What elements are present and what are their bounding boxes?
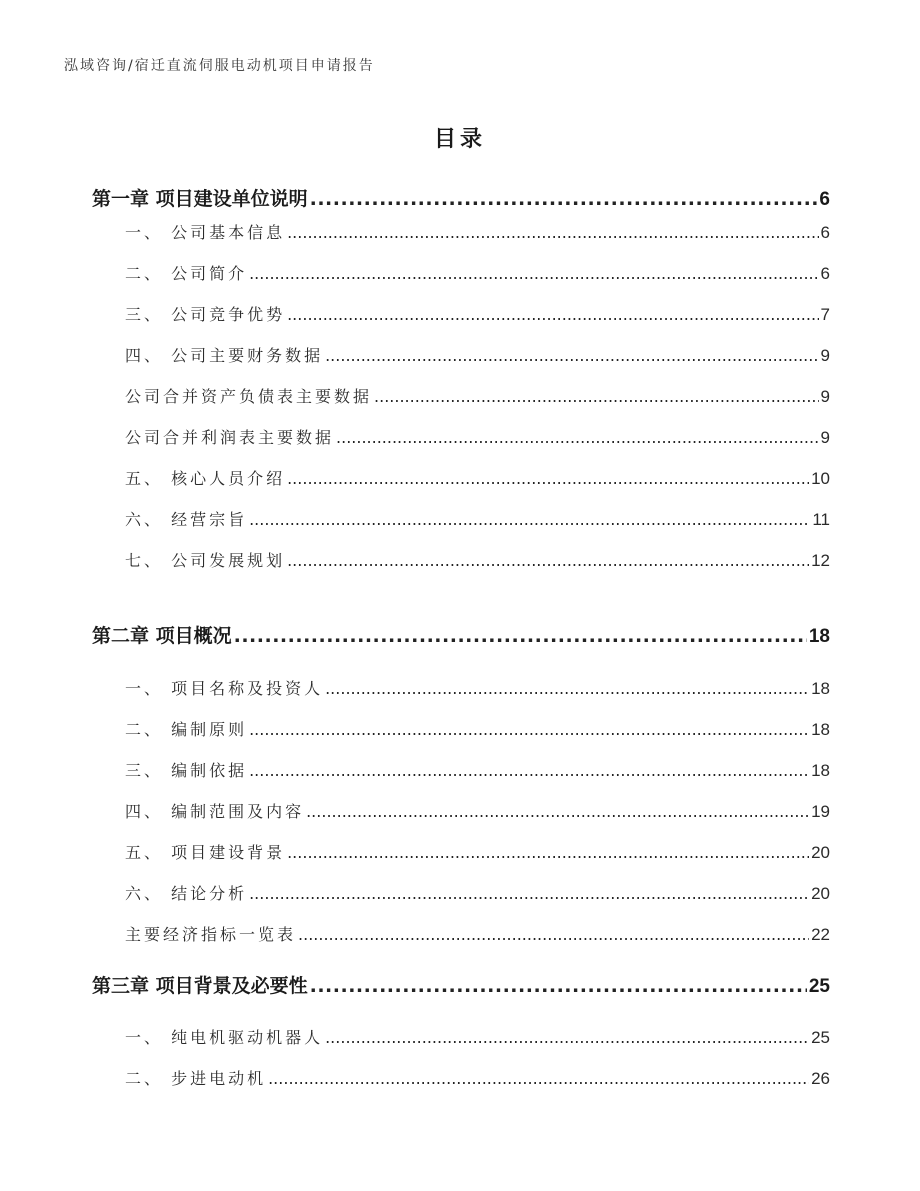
leader-dots [249,264,818,283]
toc-item[interactable]: 三、 编制依据 ..... 18 [125,758,830,781]
toc-item[interactable]: 五、 核心人员介绍 ..... 10 [125,466,830,489]
leader-dots [287,223,818,242]
leader-dots [325,1028,809,1047]
leader-dots [287,843,809,862]
leader-dots [249,884,809,903]
leader-dots [325,679,809,698]
toc-item[interactable]: 六、 经营宗旨 ..... 11 [125,507,830,530]
toc-item[interactable]: 公司合并资产负债表主要数据 ..... 9 [125,384,830,407]
toc-item[interactable]: 六、 结论分析 ..... 20 [125,881,830,904]
toc-item[interactable]: 二、 编制原则 ..... 18 [125,717,830,740]
leader-dots [325,346,818,365]
leader-dots [310,975,807,997]
toc-title: 目录 [433,127,486,152]
leader-dots [336,428,819,447]
toc-item[interactable]: 二、 公司简介 ..... 6 [125,261,830,284]
toc-item[interactable]: 四、 公司主要财务数据 ..... 9 [125,343,830,366]
toc-chapter-1[interactable]: 第一章 项目建设单位说明 ..... 6 [92,184,830,211]
leader-dots [287,305,818,324]
leader-dots [298,925,809,944]
toc-item[interactable]: 二、 步进电动机 ..... 26 [125,1066,830,1089]
toc-item[interactable]: 五、 项目建设背景 ..... 20 [125,840,830,863]
leader-dots [287,469,809,488]
toc-item[interactable]: 公司合并利润表主要数据 ..... 9 [125,425,830,448]
toc-item[interactable]: 三、 公司竞争优势 ..... 7 [125,302,830,325]
leader-dots [234,625,807,647]
toc-item[interactable]: 一、 项目名称及投资人 ..... 18 [125,676,830,699]
leader-dots [249,510,810,529]
leader-dots [249,720,809,739]
toc-item[interactable]: 七、 公司发展规划 ..... 12 [125,548,830,571]
toc-item[interactable]: 一、 公司基本信息 ..... 6 [125,220,830,243]
leader-dots [268,1069,809,1088]
toc-chapter-3[interactable]: 第三章 项目背景及必要性 ..... 25 [92,971,830,998]
leader-dots [374,387,819,406]
toc-item[interactable]: 主要经济指标一览表 ..... 22 [125,922,830,945]
page-header: 泓域咨询/宿迁直流伺服电动机项目申请报告 [64,58,375,74]
leader-dots [287,551,809,570]
toc-item[interactable]: 一、 纯电机驱动机器人 ..... 25 [125,1025,830,1048]
leader-dots [249,761,809,780]
toc-chapter-2[interactable]: 第二章 项目概况 ..... 18 [92,621,830,648]
leader-dots [310,188,818,210]
toc-item[interactable]: 四、 编制范围及内容 ..... 19 [125,799,830,822]
leader-dots [306,802,809,821]
